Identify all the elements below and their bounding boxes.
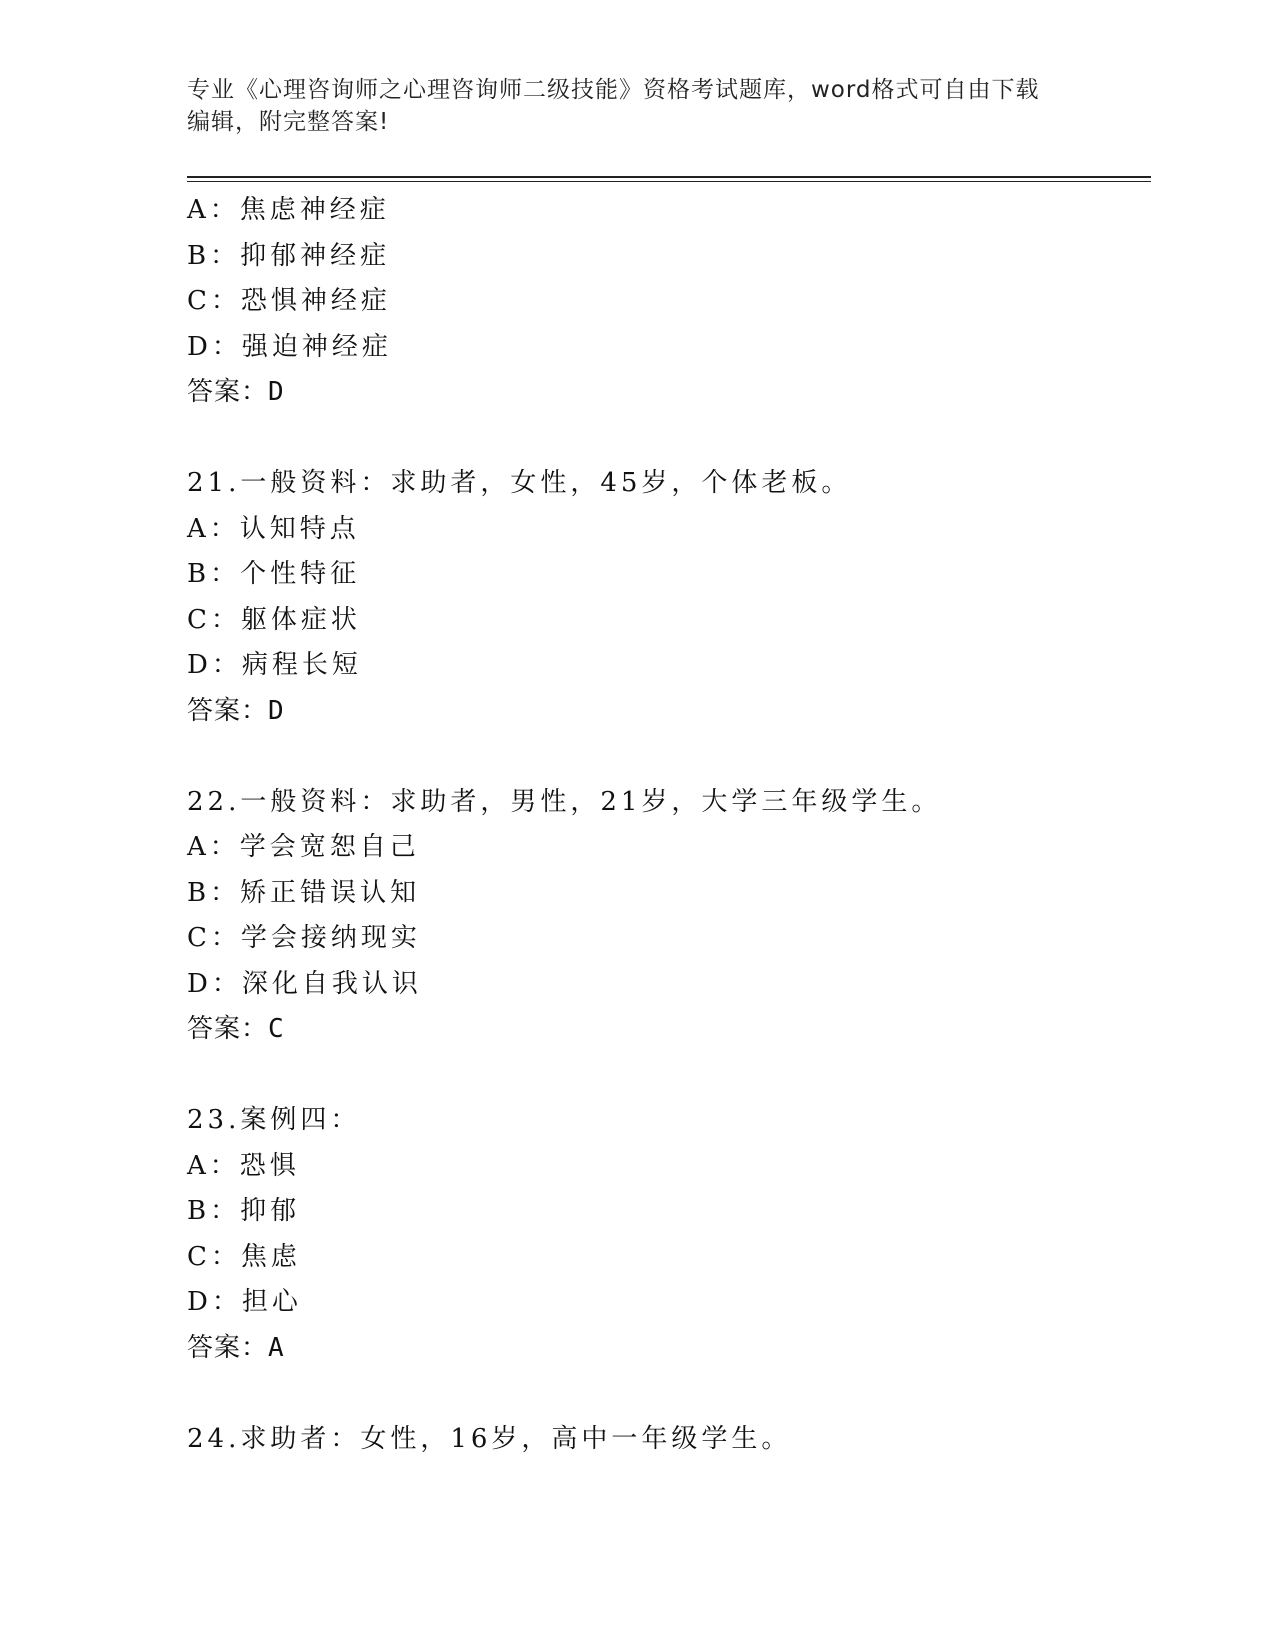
spacer [187,1053,1147,1099]
option-d: D：强迫神经症 [187,331,392,362]
question-text: 21.一般资料：求助者，女性，45岁，个体老板。 [187,468,852,498]
option-c: C：恐惧神经症 [187,286,391,316]
question-block-23 [187,1098,1147,1371]
header-divider-thin [187,181,1151,182]
spacer [187,416,1147,462]
spacer [187,1371,1147,1417]
option-b: B：矫正错误认知 [187,877,421,908]
answer-label: 答案： [187,1014,269,1044]
question-text: 24.求助者：女性，16岁，高中一年级学生。 [187,1423,792,1454]
option-b: B：抑郁神经症 [187,240,391,271]
question-block-21 [187,461,1147,734]
option-d: D：病程长短 [187,650,362,680]
option-b: B：抑郁 [187,1196,301,1226]
answer-line [187,1007,1147,1053]
header-line-1: 专业《心理咨询师之心理咨询师二级技能》资格考试题库，word格式可自由下载 [187,77,1040,103]
option-a: A：学会宽恕自己 [187,832,420,862]
option-a: A：恐惧 [187,1150,300,1181]
option-c: C：躯体症状 [187,604,361,635]
question-text: 22.一般资料：求助者，男性，21岁，大学三年级学生。 [187,786,942,817]
question-list [187,188,1147,1462]
question-block-20 [187,188,1147,416]
option-a: A：认知特点 [187,513,360,544]
spacer [187,734,1147,780]
question-text: 23.案例四： [187,1105,361,1135]
header-line-2: 编辑，附完整答案! [187,109,390,135]
answer-line [187,1326,1147,1372]
answer-line [187,689,1147,735]
option-c: C：焦虑 [187,1241,301,1272]
document-header [187,74,1067,138]
answer-value: D [268,377,284,407]
question-block-24 [187,1417,1147,1463]
answer-value: D [268,695,284,726]
answer-value: C [268,1014,284,1044]
question-block-22 [187,780,1147,1053]
option-a: A：焦虑神经症 [187,195,390,225]
answer-label: 答案： [187,695,269,726]
header-divider-thick [187,176,1151,178]
answer-line [187,370,1147,416]
option-d: D：担心 [187,1287,302,1317]
option-b: B：个性特征 [187,559,361,589]
answer-label: 答案： [187,377,269,407]
answer-value: A [268,1332,284,1363]
option-c: C：学会接纳现实 [187,923,421,953]
option-d: D：深化自我认识 [187,968,422,999]
answer-label: 答案： [187,1332,269,1363]
